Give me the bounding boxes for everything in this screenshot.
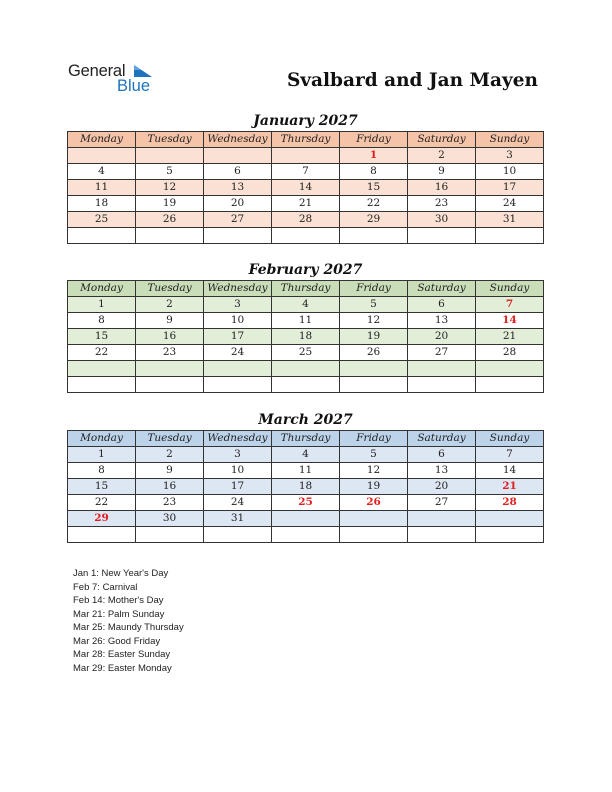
month-calendar-march [67, 410, 544, 543]
day-cell: 23 [136, 345, 204, 361]
weekday-header: Wednesday [204, 431, 272, 447]
weekday-header: Sunday [476, 281, 544, 297]
logo-text-blue: Blue [117, 77, 151, 95]
day-cell: 23 [408, 196, 476, 212]
day-cell: 18 [68, 196, 136, 212]
day-cell: 20 [408, 329, 476, 345]
day-cell: 17 [204, 479, 272, 495]
day-cell: 21 [476, 329, 544, 345]
day-cell [204, 527, 272, 543]
day-cell: 12 [136, 180, 204, 196]
day-cell [272, 377, 340, 393]
day-cell: 6 [408, 297, 476, 313]
blue-flag-icon [133, 64, 153, 78]
day-cell [136, 361, 204, 377]
weekday-header: Friday [340, 431, 408, 447]
day-cell: 20 [408, 479, 476, 495]
week-row [68, 345, 544, 361]
weekday-header-row [68, 281, 544, 297]
day-cell [340, 377, 408, 393]
holiday-item: Mar 29: Easter Monday [73, 662, 172, 674]
holiday-item: Feb 14: Mother's Day [73, 595, 164, 606]
month-calendar-february [67, 260, 544, 393]
day-cell [476, 511, 544, 527]
day-cell: 27 [408, 495, 476, 511]
day-cell: 3 [204, 297, 272, 313]
day-cell: 30 [408, 212, 476, 228]
day-cell: 15 [340, 180, 408, 196]
weekday-header: Wednesday [204, 281, 272, 297]
day-cell: 10 [204, 463, 272, 479]
day-cell: 16 [136, 329, 204, 345]
week-row [68, 148, 544, 164]
day-cell: 13 [408, 463, 476, 479]
day-cell [408, 228, 476, 244]
weekday-header: Thursday [272, 132, 340, 148]
day-cell [68, 361, 136, 377]
week-row [68, 527, 544, 543]
day-cell: 19 [340, 329, 408, 345]
day-cell [136, 228, 204, 244]
day-cell: 28 [476, 345, 544, 361]
day-cell [68, 148, 136, 164]
holiday-item: Mar 28: Easter Sunday [73, 649, 171, 660]
day-cell: 22 [68, 345, 136, 361]
day-cell: 2 [136, 297, 204, 313]
day-cell: 21 [272, 196, 340, 212]
holiday-item: Mar 21: Palm Sunday [73, 608, 165, 620]
holiday-list [73, 567, 184, 675]
day-cell [68, 377, 136, 393]
weekday-header: Saturday [408, 132, 476, 148]
day-cell: 10 [204, 313, 272, 329]
day-cell [340, 228, 408, 244]
day-cell [136, 377, 204, 393]
day-cell: 12 [340, 463, 408, 479]
day-cell [408, 527, 476, 543]
day-cell: 8 [340, 164, 408, 180]
day-cell: 11 [272, 463, 340, 479]
week-row [68, 329, 544, 345]
day-cell [204, 361, 272, 377]
day-cell [272, 148, 340, 164]
day-cell: 31 [476, 212, 544, 228]
day-cell: 18 [272, 329, 340, 345]
day-cell: 19 [340, 479, 408, 495]
month-title: February 2027 [248, 262, 363, 278]
holiday-item: Jan 1: New Year's Day [73, 568, 169, 579]
holiday-item: Mar 25: Maundy Thursday [73, 622, 184, 633]
day-cell: 5 [340, 297, 408, 313]
day-cell: 24 [204, 345, 272, 361]
day-cell [272, 361, 340, 377]
day-cell: 7 [272, 164, 340, 180]
weekday-header-row [68, 431, 544, 447]
calendar-table [67, 430, 544, 543]
holiday-item: Feb 7: Carnival [73, 581, 138, 593]
week-row [68, 447, 544, 463]
day-cell: 10 [476, 164, 544, 180]
week-row [68, 297, 544, 313]
page-title: Svalbard and Jan Mayen [286, 70, 538, 91]
day-cell: 16 [136, 479, 204, 495]
holiday-day-cell: 1 [340, 148, 408, 164]
month-title: January 2027 [253, 113, 358, 129]
day-cell [136, 527, 204, 543]
weekday-header: Friday [340, 281, 408, 297]
day-cell: 26 [136, 212, 204, 228]
day-cell: 8 [68, 313, 136, 329]
day-cell [204, 148, 272, 164]
day-cell [340, 527, 408, 543]
holiday-day-cell: 7 [476, 297, 544, 313]
day-cell: 23 [136, 495, 204, 511]
day-cell [204, 377, 272, 393]
month-calendar-january [67, 111, 544, 244]
day-cell [272, 527, 340, 543]
day-cell: 25 [272, 345, 340, 361]
week-row [68, 196, 544, 212]
week-row [68, 377, 544, 393]
day-cell: 12 [340, 313, 408, 329]
holiday-day-cell: 26 [340, 495, 408, 511]
day-cell: 31 [204, 511, 272, 527]
calendar-table [67, 131, 544, 244]
day-cell: 5 [340, 447, 408, 463]
holiday-day-cell: 28 [476, 495, 544, 511]
day-cell: 24 [476, 196, 544, 212]
day-cell: 22 [340, 196, 408, 212]
day-cell: 14 [272, 180, 340, 196]
day-cell: 26 [340, 345, 408, 361]
week-row [68, 511, 544, 527]
day-cell: 13 [408, 313, 476, 329]
day-cell: 11 [272, 313, 340, 329]
day-cell: 29 [340, 212, 408, 228]
day-cell: 7 [476, 447, 544, 463]
day-cell: 4 [272, 297, 340, 313]
holiday-day-cell: 14 [476, 313, 544, 329]
week-row [68, 180, 544, 196]
day-cell: 19 [136, 196, 204, 212]
weekday-header: Monday [68, 132, 136, 148]
week-row [68, 479, 544, 495]
day-cell: 1 [68, 297, 136, 313]
day-cell: 25 [68, 212, 136, 228]
day-cell: 18 [272, 479, 340, 495]
day-cell: 17 [204, 329, 272, 345]
week-row [68, 361, 544, 377]
day-cell: 28 [272, 212, 340, 228]
day-cell: 8 [68, 463, 136, 479]
week-row [68, 463, 544, 479]
weekday-header: Tuesday [136, 431, 204, 447]
day-cell: 15 [68, 329, 136, 345]
day-cell: 30 [136, 511, 204, 527]
logo-text-general: General [68, 62, 126, 80]
weekday-header: Tuesday [136, 281, 204, 297]
day-cell [476, 527, 544, 543]
day-cell: 15 [68, 479, 136, 495]
weekday-header-row [68, 132, 544, 148]
day-cell: 5 [136, 164, 204, 180]
day-cell: 22 [68, 495, 136, 511]
day-cell [68, 527, 136, 543]
weekday-header: Friday [340, 132, 408, 148]
day-cell: 27 [408, 345, 476, 361]
weekday-header: Thursday [272, 281, 340, 297]
day-cell: 9 [408, 164, 476, 180]
weekday-header: Monday [68, 431, 136, 447]
day-cell: 2 [408, 148, 476, 164]
day-cell: 16 [408, 180, 476, 196]
weekday-header: Monday [68, 281, 136, 297]
day-cell [408, 511, 476, 527]
day-cell: 13 [204, 180, 272, 196]
week-row [68, 228, 544, 244]
day-cell [68, 228, 136, 244]
weekday-header: Tuesday [136, 132, 204, 148]
day-cell [408, 361, 476, 377]
month-title: March 2027 [258, 412, 353, 428]
weekday-header: Wednesday [204, 132, 272, 148]
day-cell: 27 [204, 212, 272, 228]
generalblue-logo [68, 62, 168, 96]
day-cell [476, 361, 544, 377]
day-cell: 9 [136, 463, 204, 479]
week-row [68, 212, 544, 228]
week-row [68, 495, 544, 511]
weekday-header: Sunday [476, 431, 544, 447]
day-cell: 17 [476, 180, 544, 196]
weekday-header: Saturday [408, 281, 476, 297]
holiday-day-cell: 29 [68, 511, 136, 527]
day-cell: 9 [136, 313, 204, 329]
day-cell [204, 228, 272, 244]
weekday-header: Saturday [408, 431, 476, 447]
day-cell [476, 377, 544, 393]
day-cell: 1 [68, 447, 136, 463]
day-cell: 14 [476, 463, 544, 479]
calendar-table [67, 280, 544, 393]
day-cell: 4 [68, 164, 136, 180]
day-cell [272, 511, 340, 527]
day-cell [408, 377, 476, 393]
day-cell: 6 [408, 447, 476, 463]
day-cell [340, 511, 408, 527]
day-cell: 3 [204, 447, 272, 463]
day-cell [340, 361, 408, 377]
holiday-day-cell: 21 [476, 479, 544, 495]
day-cell [136, 148, 204, 164]
day-cell: 11 [68, 180, 136, 196]
day-cell [272, 228, 340, 244]
weekday-header: Sunday [476, 132, 544, 148]
day-cell: 24 [204, 495, 272, 511]
day-cell: 6 [204, 164, 272, 180]
day-cell [476, 228, 544, 244]
week-row [68, 164, 544, 180]
day-cell: 2 [136, 447, 204, 463]
holiday-item: Mar 26: Good Friday [73, 635, 161, 647]
week-row [68, 313, 544, 329]
day-cell: 4 [272, 447, 340, 463]
day-cell: 20 [204, 196, 272, 212]
holiday-day-cell: 25 [272, 495, 340, 511]
weekday-header: Thursday [272, 431, 340, 447]
day-cell: 3 [476, 148, 544, 164]
